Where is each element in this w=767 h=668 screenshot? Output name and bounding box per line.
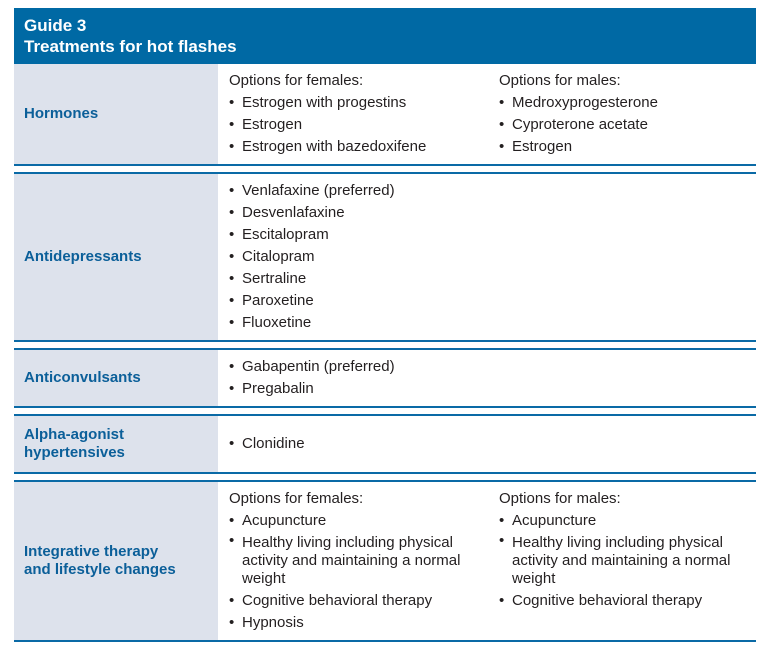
table-header — [14, 8, 756, 64]
alpha-list — [229, 433, 305, 455]
label-line: Alpha-agonist — [24, 426, 124, 443]
list-item: • Hypnosis — [229, 612, 499, 634]
row-antidepressants — [14, 172, 756, 342]
females-list — [229, 510, 499, 634]
males-list — [499, 92, 749, 158]
males-heading: Options for males: — [499, 72, 621, 89]
list-item: • Paroxetine — [229, 290, 395, 312]
guide-number: Guide 3 — [24, 16, 87, 35]
row-anticonvulsants — [14, 348, 756, 408]
list-item: • Venlafaxine (preferred) — [229, 180, 395, 202]
row-integrative — [14, 480, 756, 642]
list-item: • Pregabalin — [229, 378, 395, 400]
list-item: • Sertraline — [229, 268, 395, 290]
list-item: • Escitalopram — [229, 224, 395, 246]
list-item: • Estrogen — [499, 136, 749, 158]
list-item: • Estrogen with progestins — [229, 92, 499, 114]
row-content-alpha-agonist — [218, 416, 756, 472]
females-column — [229, 70, 499, 158]
list-item: • Estrogen — [229, 114, 499, 136]
row-label-antidepressants: Antidepressants — [24, 248, 142, 265]
table-title: Treatments for hot flashes — [24, 37, 237, 56]
females-heading: Options for females: — [229, 72, 364, 89]
list-item: • Healthy living including physical activity and maintaining a normal weight — [499, 532, 749, 590]
row-label-alpha-agonist — [14, 416, 218, 472]
antidepressants-list — [229, 180, 395, 334]
males-heading: Options for males: — [499, 490, 621, 507]
row-content-antidepressants — [218, 174, 756, 340]
list-item: • Desvenlafaxine — [229, 202, 395, 224]
row-content-integrative — [218, 482, 756, 640]
females-column — [229, 488, 499, 634]
row-content-anticonvulsants — [218, 350, 756, 406]
row-label-anticonvulsants: Anticonvulsants — [24, 369, 141, 386]
list-item: • Acupuncture — [229, 510, 499, 532]
row-alpha-agonist — [14, 414, 756, 474]
row-label-hormones: Hormones — [24, 105, 99, 122]
list-item: • Cognitive behavioral therapy — [499, 590, 749, 612]
males-column — [499, 488, 749, 634]
row-label-integrative — [14, 482, 218, 640]
list-item: • Citalopram — [229, 246, 395, 268]
males-list — [499, 510, 749, 612]
list-item: • Estrogen with bazedoxifene — [229, 136, 499, 158]
list-item: • Acupuncture — [499, 510, 749, 532]
row-hormones — [14, 64, 756, 166]
list-item: • Cyproterone acetate — [499, 114, 749, 136]
label-line: hypertensives — [24, 444, 125, 461]
guide-table — [14, 8, 756, 642]
list-item: • Fluoxetine — [229, 312, 395, 334]
label-line: Integrative therapy — [24, 543, 159, 560]
females-heading: Options for females: — [229, 490, 364, 507]
list-item: • Clonidine — [229, 433, 305, 455]
row-content-hormones — [218, 64, 756, 164]
list-item: • Cognitive behavioral therapy — [229, 590, 499, 612]
females-list — [229, 92, 499, 158]
label-line: and lifestyle changes — [24, 561, 176, 578]
list-item: • Medroxyprogesterone — [499, 92, 749, 114]
list-item: • Healthy living including physical activity and maintaining a normal weight — [229, 532, 499, 590]
list-item: • Gabapentin (preferred) — [229, 356, 395, 378]
anticonvulsants-list — [229, 356, 395, 400]
males-column — [499, 70, 749, 158]
